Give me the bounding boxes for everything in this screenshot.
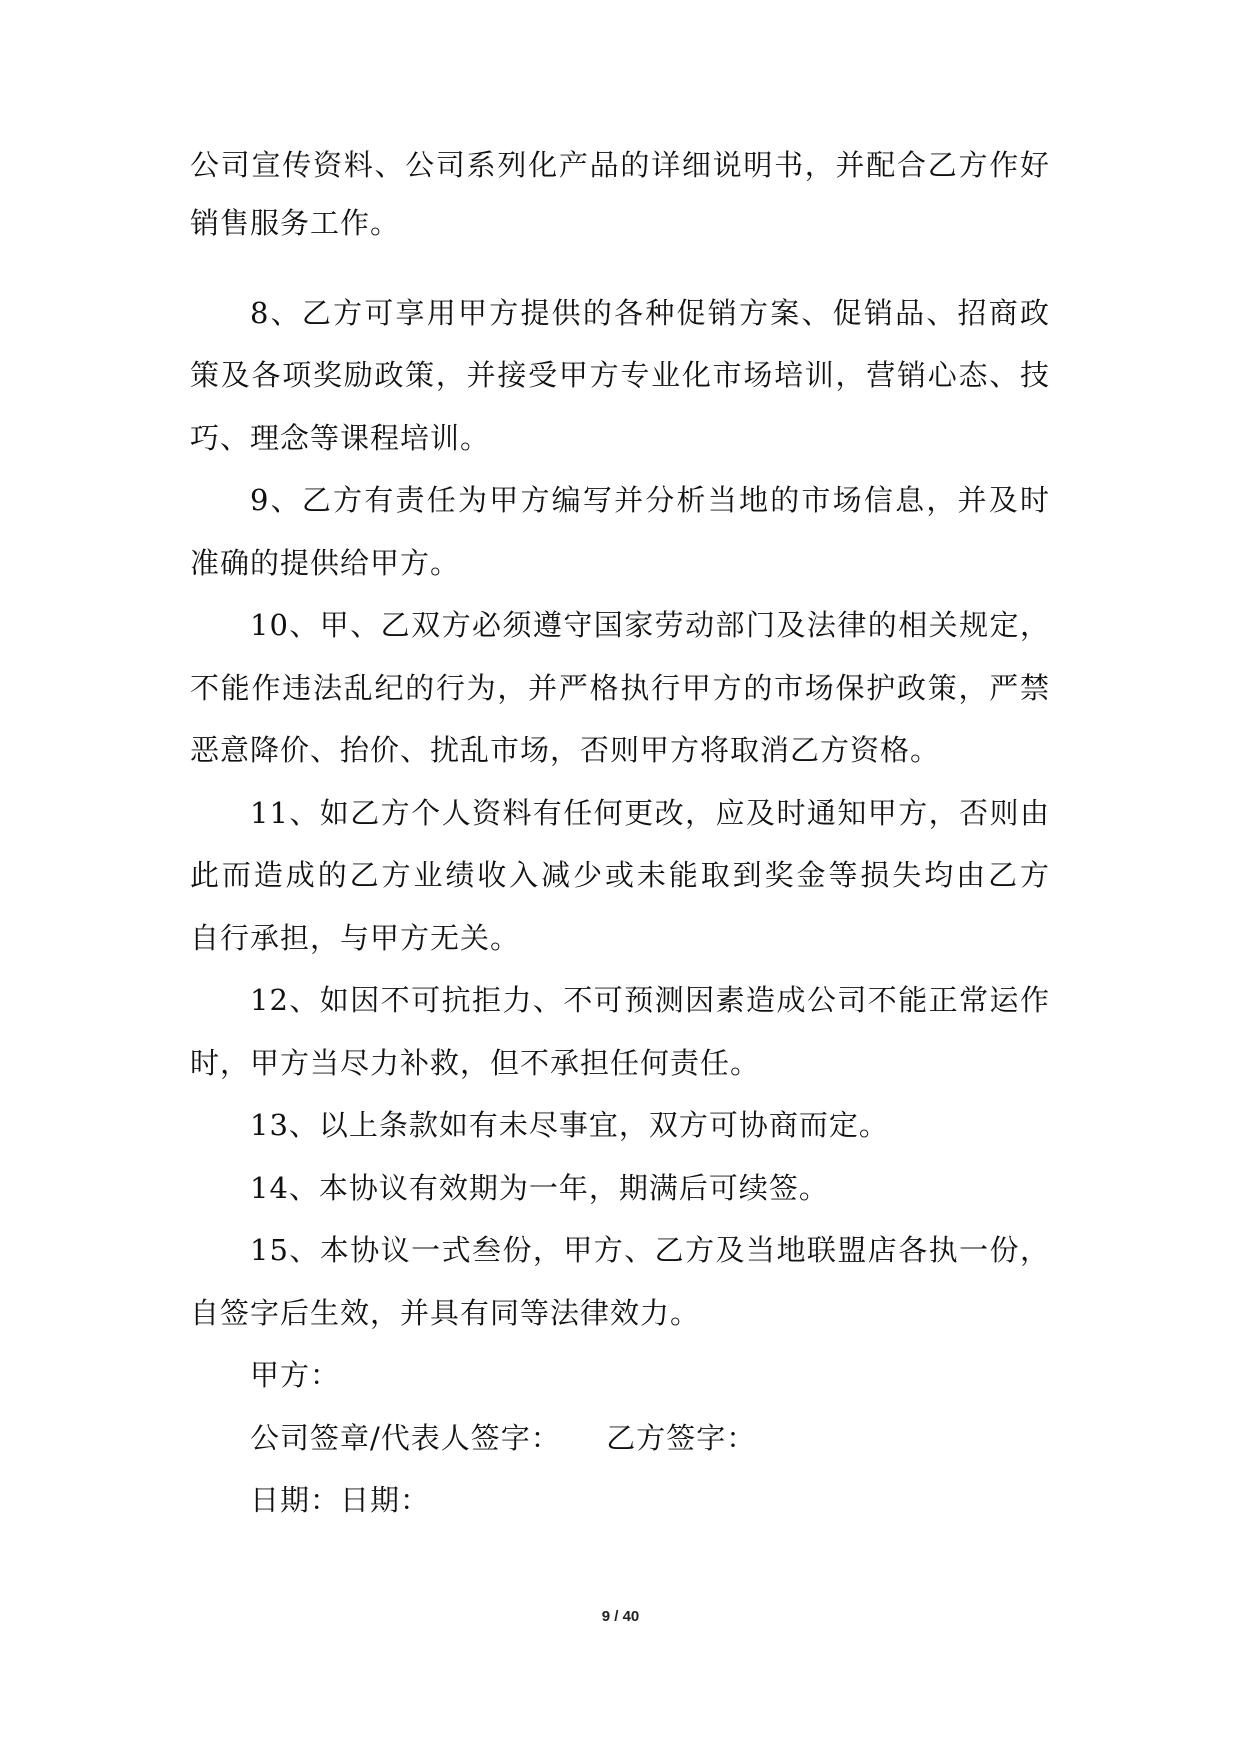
text-line: 销售服务工作。: [190, 206, 401, 240]
text-line: 8、乙方可享用甲方提供的各种促销方案、促销品、招商政: [250, 296, 1050, 330]
text-line: 此而造成的乙方业绩收入减少或未能取到奖金等损失均由乙方: [190, 858, 1050, 892]
text-line: 自行承担，与甲方无关。: [190, 921, 521, 955]
signature-line: 公司签章/代表人签字： 乙方签字：: [250, 1421, 757, 1455]
text-line: 策及各项奖励政策，并接受甲方专业化市场培训，营销心态、技: [190, 358, 1050, 392]
text-line: 公司宣传资料、公司系列化产品的详细说明书，并配合乙方作好: [190, 148, 1050, 182]
text-line: 10、甲、乙双方必须遵守国家劳动部门及法律的相关规定，: [250, 608, 1050, 642]
text-line: 自签字后生效，并具有同等法律效力。: [190, 1296, 701, 1330]
text-line: 准确的提供给甲方。: [190, 546, 461, 580]
text-line: 9、乙方有责任为甲方编写并分析当地的市场信息，并及时: [250, 483, 1050, 517]
text-line: 13、以上条款如有未尽事宜，双方可协商而定。: [250, 1108, 889, 1142]
text-line: 14、本协议有效期为一年，期满后可续签。: [250, 1171, 829, 1205]
date-line: 日期：日期：: [250, 1483, 431, 1517]
text-line: 时，甲方当尽力补救，但不承担任何责任。: [190, 1046, 761, 1080]
text-line: 12、如因不可抗拒力、不可预测因素造成公司不能正常运作: [250, 983, 1050, 1017]
text-line: 巧、理念等课程培训。: [190, 421, 491, 455]
page-number: 9 / 40: [601, 1608, 640, 1625]
text-line: 不能作违法乱纪的行为，并严格执行甲方的市场保护政策，严禁: [190, 671, 1050, 705]
signature-party-a: 甲方：: [250, 1358, 341, 1392]
text-line: 恶意降价、抬价、扰乱市场，否则甲方将取消乙方资格。: [190, 733, 941, 767]
text-line: 15、本协议一式叁份，甲方、乙方及当地联盟店各执一份，: [250, 1233, 1050, 1267]
text-line: 11、如乙方个人资料有任何更改，应及时通知甲方，否则由: [250, 796, 1050, 830]
